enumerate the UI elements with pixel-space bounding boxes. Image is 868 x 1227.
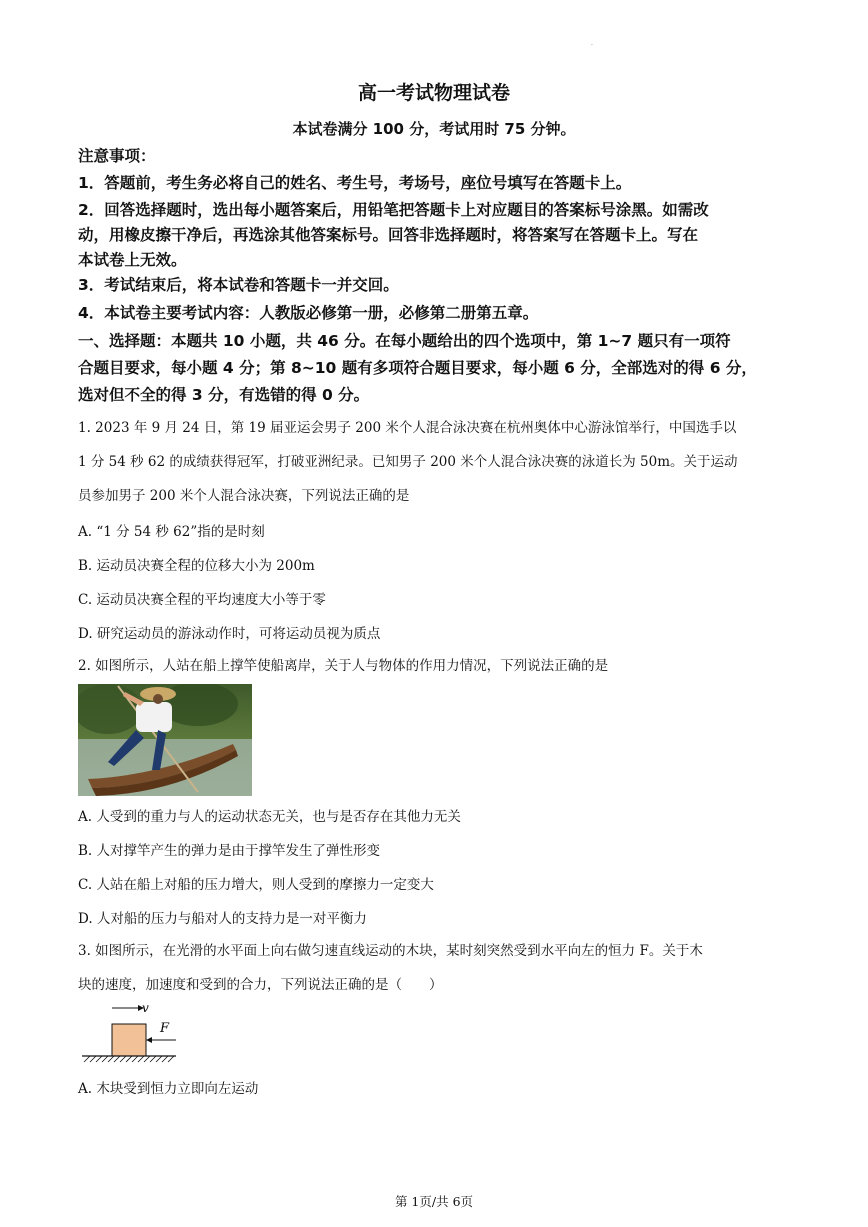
- q2-option-c: C. 人站在船上对船的压力增大，则人受到的摩擦力一定变大: [78, 877, 434, 893]
- notice-item: 本试卷上无效。: [78, 251, 187, 269]
- velocity-label: v: [142, 1001, 149, 1015]
- ground-hatching: [84, 1056, 174, 1062]
- corner-mark: .: [591, 40, 593, 47]
- q2-option-b: B. 人对撑竿产生的弹力是由于撑竿发生了弹性形变: [78, 843, 381, 859]
- notice-heading: 注意事项：: [78, 147, 156, 165]
- q2-option-a: A. 人受到的重力与人的运动状态无关，也与是否存在其他力无关: [78, 809, 461, 825]
- page-footer: 第 1页/共 6页: [394, 1194, 474, 1209]
- q3-option-a: A. 木块受到恒力立即向左运动: [78, 1081, 259, 1097]
- boat-photo: [78, 684, 252, 796]
- notice-item: 4．本试卷主要考试内容：人教版必修第一册，必修第二册第五章。: [78, 304, 539, 322]
- section-instructions: 选对但不全的得 3 分，有选错的得 0 分。: [78, 386, 370, 404]
- q3-stem: 块的速度，加速度和受到的合力，下列说法正确的是（ ）: [78, 977, 443, 993]
- q1-option-a: A. “1 分 54 秒 62”指的是时刻: [78, 524, 265, 540]
- notice-item: 动，用橡皮擦干净后，再选涂其他答案标号。回答非选择题时，将答案写在答题卡上。写在: [78, 226, 699, 244]
- q1-option-d: D. 研究运动员的游泳动作时，可将运动员视为质点: [78, 626, 381, 642]
- notice-item: 1．答题前，考生务必将自己的姓名、考生号，考场号，座位号填写在答题卡上。: [78, 174, 632, 192]
- q1-stem: 员参加男子 200 米个人混合泳决赛，下列说法正确的是: [78, 488, 410, 504]
- q1-option-b: B. 运动员决赛全程的位移大小为 200m: [78, 558, 315, 574]
- q2-stem: 2. 如图所示，人站在船上撑竿使船离岸，关于人与物体的作用力情况，下列说法正确的是: [78, 658, 609, 674]
- wooden-block: [112, 1024, 146, 1056]
- notice-item: 2．回答选择题时，选出每小题答案后，用铅笔把答题卡上对应题目的答案标号涂黑。如需改: [78, 201, 709, 219]
- q1-stem: 1. 2023 年 9 月 24 日，第 19 届亚运会男子 200 米个人混合泳决赛在杭州奥体中心游泳馆举行，中国选手以: [78, 420, 737, 436]
- q2-option-d: D. 人对船的压力与船对人的支持力是一对平衡力: [78, 911, 367, 927]
- boat-photo-illustration: [78, 684, 252, 796]
- page-title: 高一考试物理试卷: [357, 82, 510, 104]
- q3-stem: 3. 如图所示，在光滑的水平面上向右做匀速直线运动的木块，某时刻突然受到水平向左的恒力 F。关于木: [78, 943, 703, 959]
- page-subtitle: 本试卷满分 100 分，考试用时 75 分钟。: [292, 120, 576, 138]
- force-label: F: [160, 1021, 170, 1036]
- q1-option-c: C. 运动员决赛全程的平均速度大小等于零: [78, 592, 326, 608]
- q1-stem: 1 分 54 秒 62 的成绩获得冠军，打破亚洲纪录。已知男子 200 米个人混合泳决赛的泳道长为 50m。关于运动: [78, 454, 738, 470]
- notice-item: 3．考试结束后，将本试卷和答题卡一并交回。: [78, 276, 399, 294]
- section-instructions: 一、选择题：本题共 10 小题，共 46 分。在每小题给出的四个选项中，第 1~7 题只有一项符: [78, 332, 731, 350]
- section-instructions: 合题目要求，每小题 4 分；第 8~10 题有多项符合题目要求，每小题 6 分，全部选对的得 6 分，: [78, 359, 757, 377]
- force-diagram: [80, 998, 190, 1068]
